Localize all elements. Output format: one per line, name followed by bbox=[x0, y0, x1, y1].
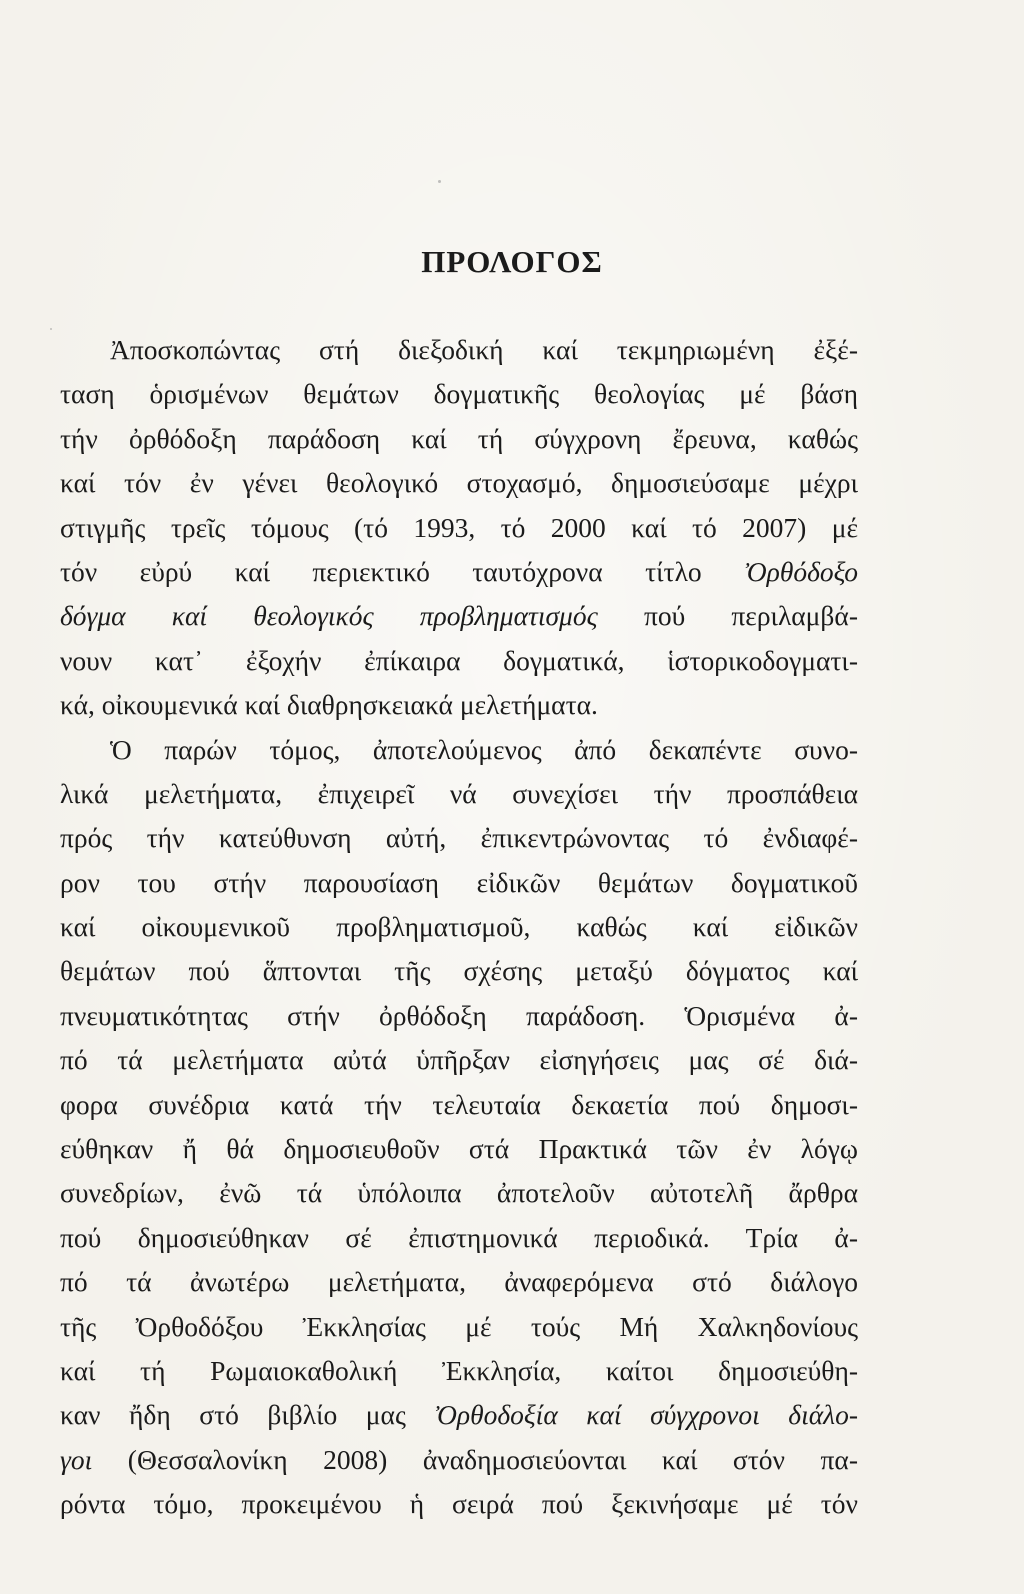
text-line: λικά μελετήματα, ἐπιχειρεῖ νά συνεχίσει τήν προσπάθεια bbox=[60, 777, 858, 809]
text-line: τῆς Ὀρθοδόξου Ἐκκλησίας μέ τούς Μή Χαλκηδονίους bbox=[60, 1310, 858, 1342]
text-line bbox=[60, 1438, 858, 1482]
text-line: πνευματικότητας στήν ὀρθόδοξη παράδοση. Ὁρισμένα ἀ- bbox=[60, 999, 858, 1031]
text-line bbox=[60, 594, 858, 638]
text-line: τήν ὀρθόδοξη παράδοση καί τή σύγχρονη ἔρευνα, καθώς bbox=[60, 422, 858, 454]
text-line: θεμάτων πού ἅπτονται τῆς σχέσης μεταξύ δόγματος καί bbox=[60, 955, 858, 987]
text-line: ρον του στήν παρουσίαση εἰδικῶν θεμάτων δογματικοῦ bbox=[60, 866, 858, 898]
text-line: φορα συνέδρια κατά τήν τελευταία δεκαετία πού δημοσι- bbox=[60, 1088, 858, 1120]
text-segment: (Θεσσαλονίκη 2008) ἀναδημοσιεύονται καί στόν πα- bbox=[92, 1443, 858, 1475]
text-line: πό τά ἀνωτέρω μελετήματα, ἀναφερόμενα στό διάλογο bbox=[60, 1266, 858, 1298]
text-line: συνεδρίων, ἐνῶ τά ὑπόλοιπα ἀποτελοῦν αὐτοτελῆ ἄρθρα bbox=[60, 1177, 858, 1209]
italic-title-segment: Ὀρθοδοξία καί σύγχρονοι διάλο- bbox=[434, 1399, 858, 1431]
text-segment: καν ἤδη στό βιβλίο μας bbox=[60, 1399, 435, 1431]
text-segment: τόν εὐρύ καί περιεκτικό ταυτόχρονα τίτλο bbox=[60, 555, 745, 587]
text-line: πού δημοσιεύθηκαν σέ ἐπιστημονικά περιοδικά. Τρία ἀ- bbox=[60, 1221, 858, 1253]
scan-speck bbox=[438, 180, 441, 183]
text-line: νουν κατ᾽ ἐξοχήν ἐπίκαιρα δογματικά, ἱστορικοδογματι- bbox=[60, 644, 858, 676]
text-line: πό τά μελετήματα αὐτά ὑπῆρξαν εἰσηγήσεις μας σέ διά- bbox=[60, 1044, 858, 1076]
text-line: στιγμῆς τρεῖς τόμους (τό 1993, τό 2000 καί τό 2007) μέ bbox=[60, 511, 858, 543]
body-text bbox=[60, 328, 858, 1527]
text-line: εύθηκαν ἤ θά δημοσιευθοῦν στά Πρακτικά τῶν ἐν λόγῳ bbox=[60, 1133, 858, 1165]
text-line: καί τόν ἐν γένει θεολογικό στοχασμό, δημοσιεύσαμε μέχρι bbox=[60, 467, 858, 499]
text-line: Ὁ παρών τόμος, ἀποτελούμενος ἀπό δεκαπέντε συνο- bbox=[110, 733, 858, 765]
italic-title-segment: δόγμα καί θεολογικός προβληματισμός bbox=[60, 600, 598, 632]
text-line: καί τή Ρωμαιοκαθολική Ἐκκλησία, καίτοι δημοσιεύθη- bbox=[60, 1354, 858, 1386]
text-line: Ἀποσκοπώντας στή διεξοδική καί τεκμηριωμένη ἐξέ- bbox=[110, 334, 858, 365]
text-line bbox=[60, 550, 858, 594]
text-line: πρός τήν κατεύθυνση αὐτή, ἐπικεντρώνοντας τό ἐνδιαφέ- bbox=[60, 822, 858, 854]
text-line: καί οἰκουμενικοῦ προβληματισμοῦ, καθώς καί εἰδικῶν bbox=[60, 911, 858, 943]
text-line: ταση ὁρισμένων θεμάτων δογματικῆς θεολογίας μέ βάση bbox=[60, 378, 858, 410]
scan-speck bbox=[50, 328, 52, 330]
italic-title-segment: γοι bbox=[60, 1443, 93, 1475]
text-line: ρόντα τόμο, προκειμένου ἡ σειρά πού ξεκινήσαμε μέ τόν bbox=[60, 1488, 858, 1520]
text-line bbox=[60, 1393, 858, 1437]
page-title: ΠΡΟΛΟΓΟΣ bbox=[421, 244, 603, 279]
text-segment: πού περιλαμβά- bbox=[597, 600, 858, 632]
italic-title-segment: Ὀρθόδοξο bbox=[744, 555, 858, 587]
text-line: κά, οἰκουμενικά καί διαθρησκειακά μελετήματα. bbox=[60, 689, 598, 721]
